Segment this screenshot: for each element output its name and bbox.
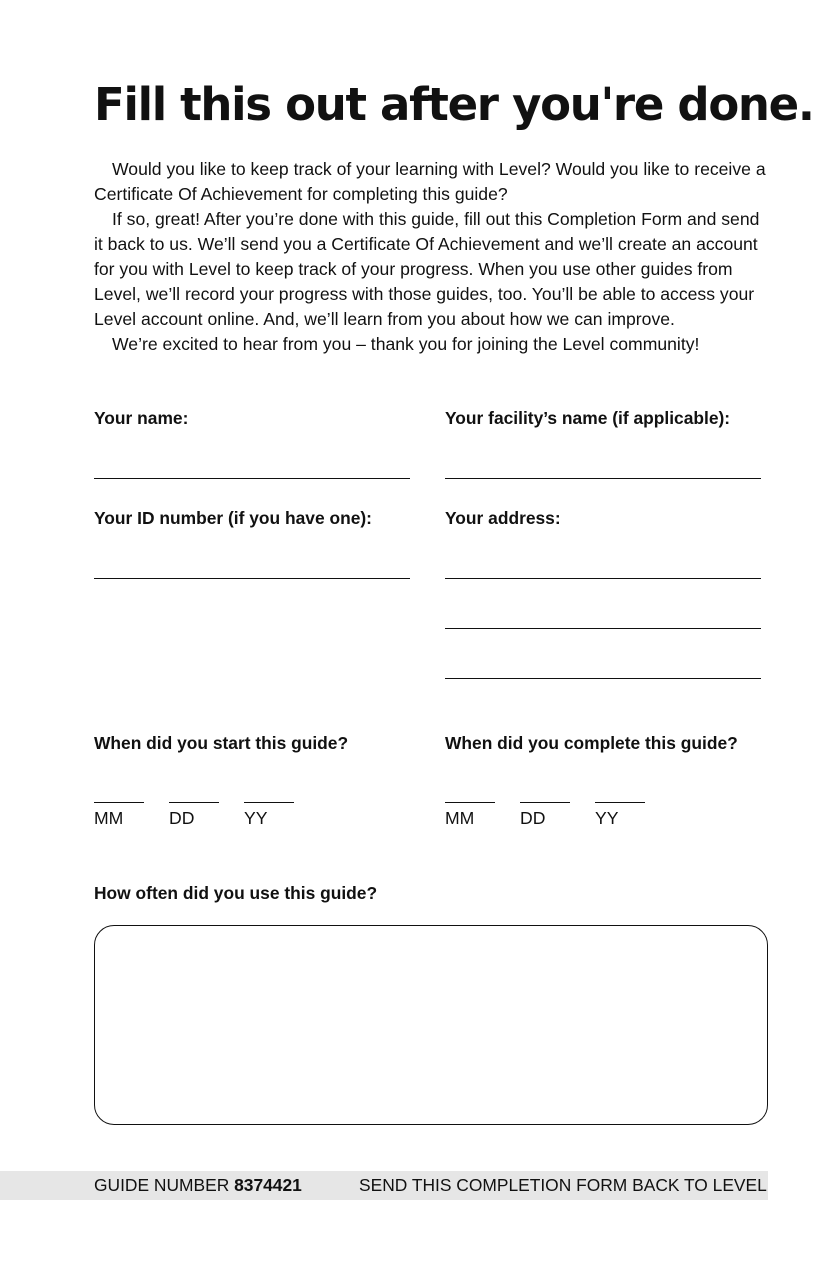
start-month-line[interactable] [94, 802, 144, 803]
id-number-field-line[interactable] [94, 578, 410, 579]
start-day-line[interactable] [169, 802, 219, 803]
facility-field-line[interactable] [445, 478, 761, 479]
name-label: Your name: [94, 408, 189, 428]
footer-bar [0, 1171, 768, 1200]
footer-instruction: SEND THIS COMPLETION FORM BACK TO LEVEL [359, 1175, 767, 1195]
guide-number-value: 8374421 [234, 1175, 302, 1195]
complete-year-unit: YY [595, 808, 619, 828]
start-month-unit: MM [94, 808, 124, 828]
facility-label: Your facility’s name (if applicable): [445, 408, 731, 428]
intro-paragraph: We’re excited to hear from you – thank you for joining the Level community! [112, 334, 700, 354]
complete-day-line[interactable] [520, 802, 570, 803]
intro-text [94, 157, 768, 357]
start-year-line[interactable] [244, 802, 294, 803]
complete-date-label: When did you complete this guide? [445, 733, 738, 753]
start-day-unit: DD [169, 808, 195, 828]
intro-paragraph: Would you like to keep track of your learning with Level? Would you like to receive a Certificate Of Achievement for completing this guide? [94, 159, 766, 204]
address-line-1[interactable] [445, 578, 761, 579]
page-title: Fill this out after you're done. [94, 78, 814, 131]
guide-number [94, 1177, 302, 1194]
name-field-line[interactable] [94, 478, 410, 479]
complete-year-line[interactable] [595, 802, 645, 803]
intro-paragraph: If so, great! After you’re done with this guide, fill out this Completion Form and send it back to us. We’ll send you a Certificate Of Achievement and we’ll create an account for you with Level to keep track of your progress. When you use other guides from Level, we’ll record your progress with those guides, too. You’ll be able to access your Level account online. And, we’ll learn from you about how we can improve. [94, 209, 760, 329]
complete-day-unit: DD [520, 808, 546, 828]
complete-month-unit: MM [445, 808, 475, 828]
usage-label: How often did you use this guide? [94, 883, 378, 903]
start-date-label: When did you start this guide? [94, 733, 349, 753]
id-number-label: Your ID number (if you have one): [94, 508, 372, 528]
complete-month-line[interactable] [445, 802, 495, 803]
address-line-2[interactable] [445, 628, 761, 629]
usage-answer-box[interactable] [94, 925, 768, 1125]
start-year-unit: YY [244, 808, 268, 828]
guide-number-prefix: GUIDE NUMBER [94, 1175, 230, 1195]
address-label: Your address: [445, 508, 561, 528]
address-line-3[interactable] [445, 678, 761, 679]
